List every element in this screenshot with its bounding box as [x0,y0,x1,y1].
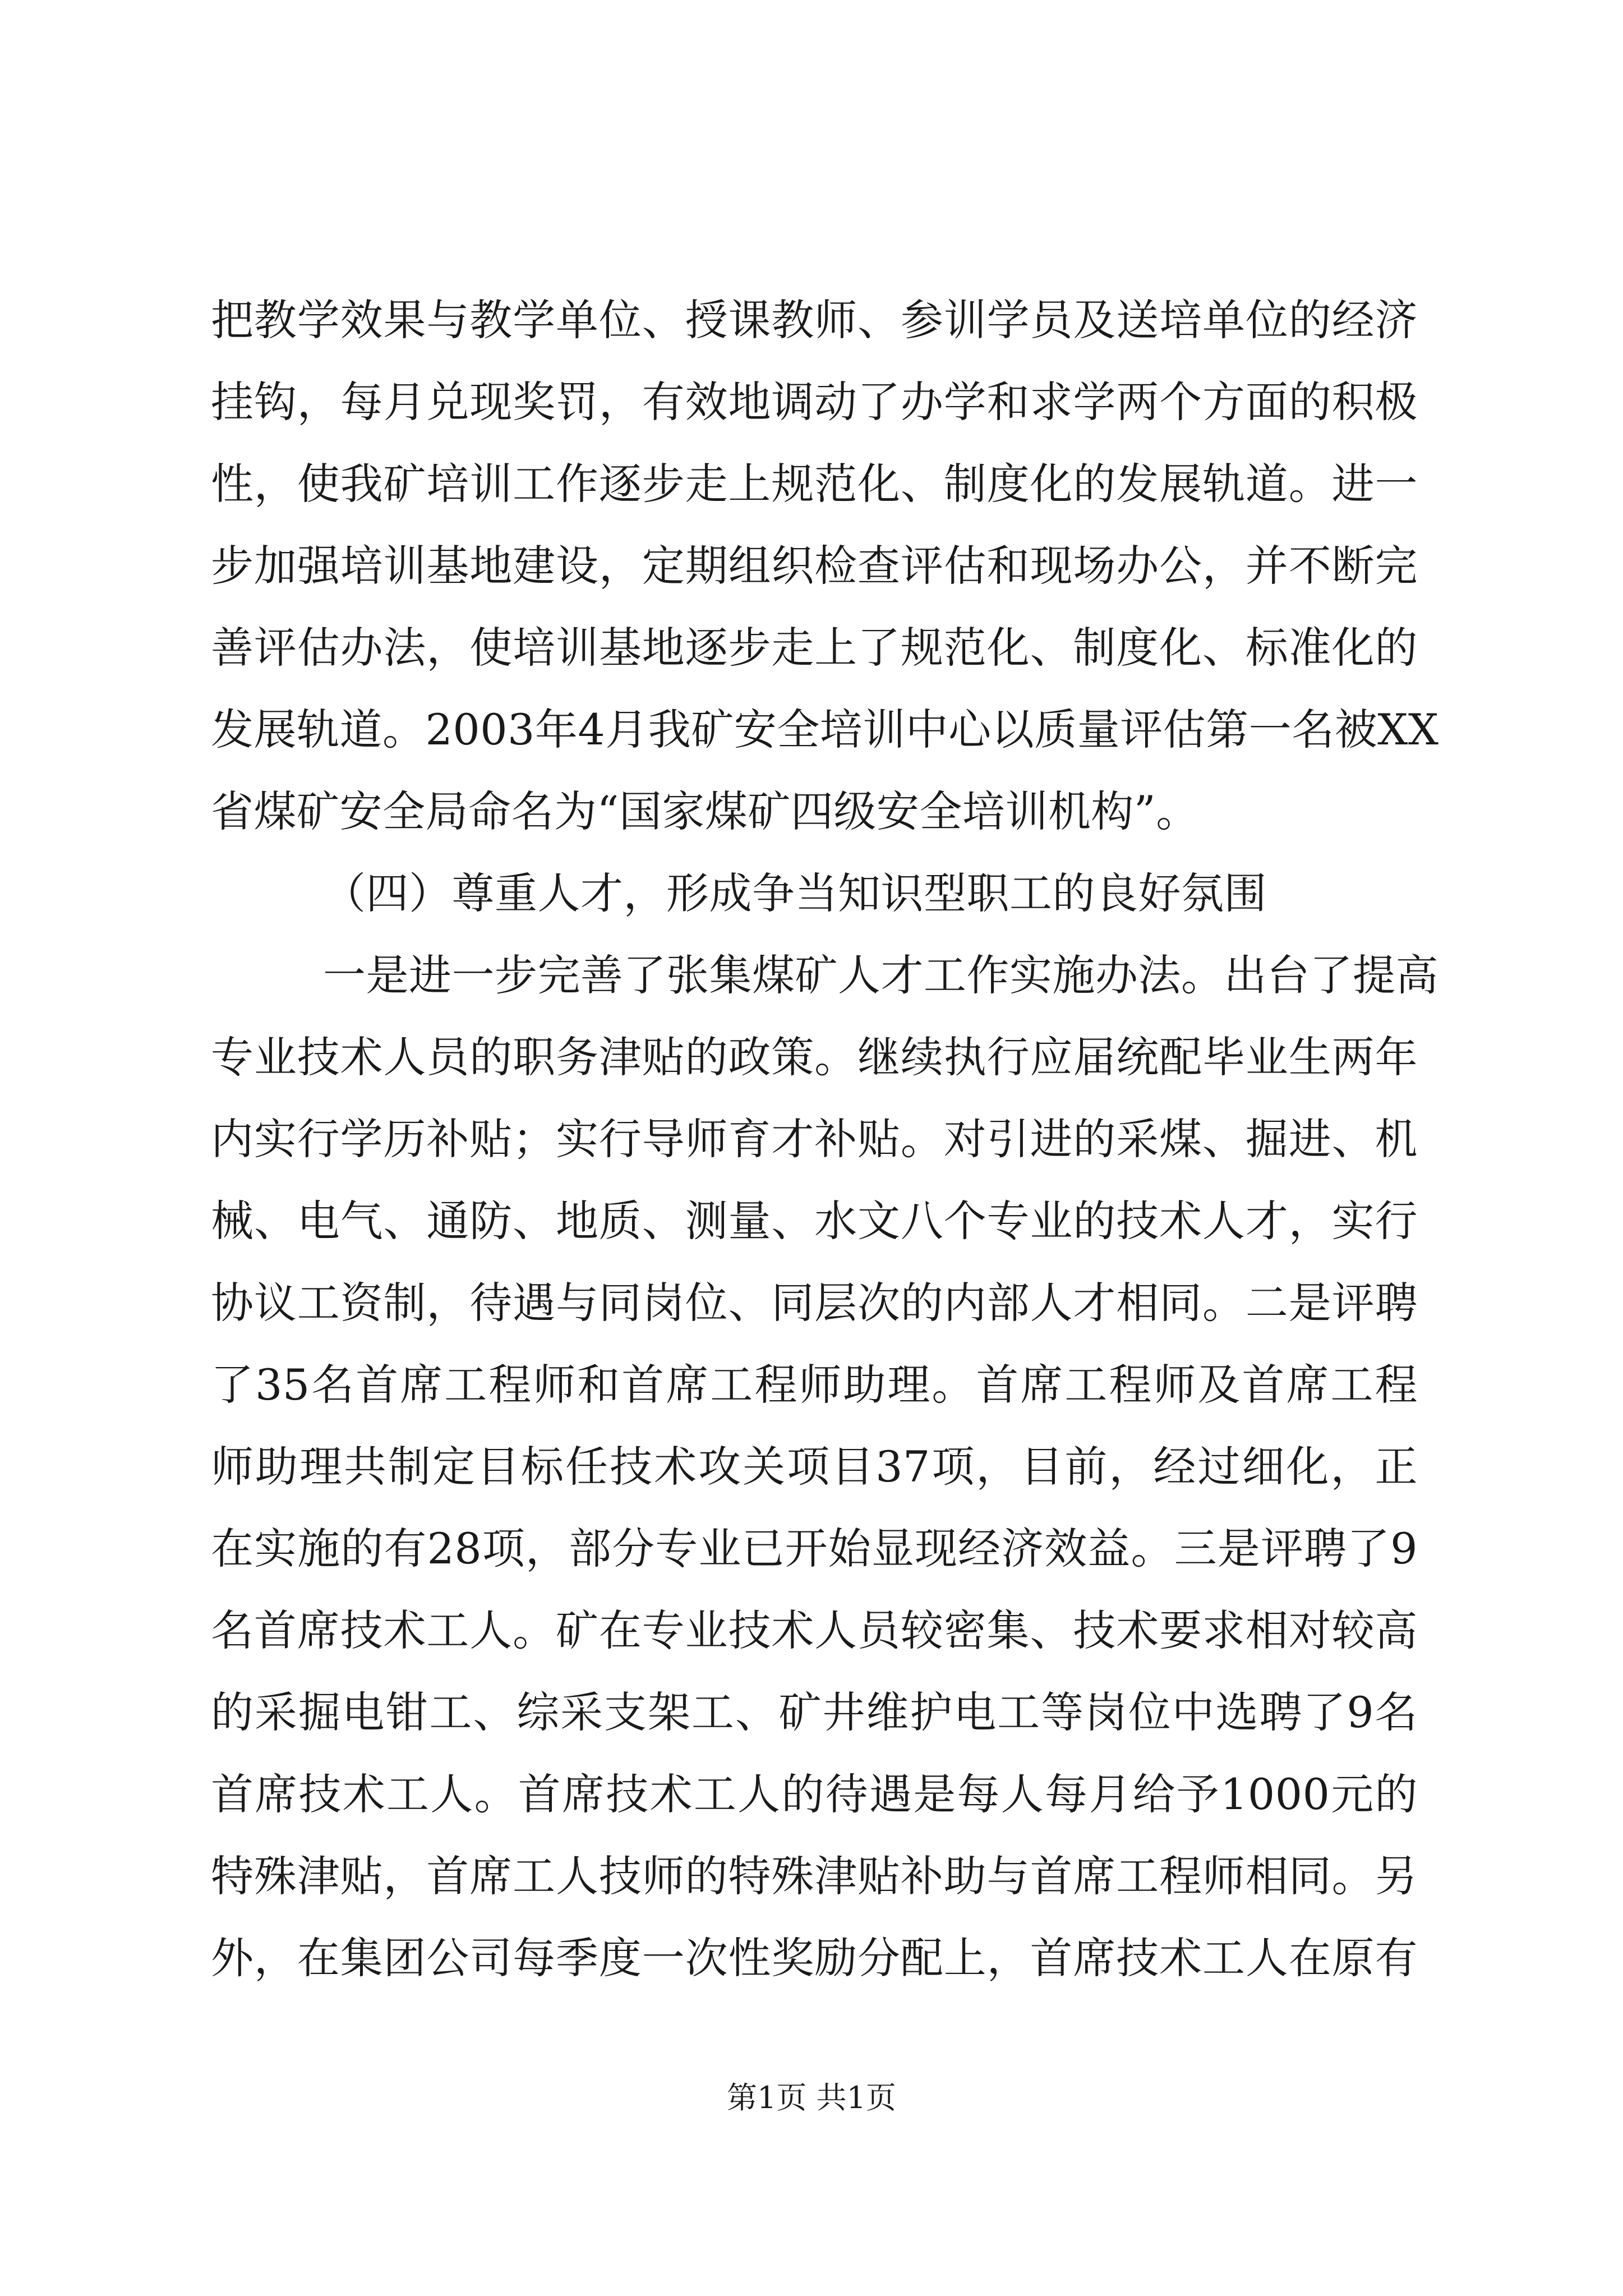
text-line: 省煤矿安全局命名为“国家煤矿四级安全培训机构”。 [211,786,1199,836]
text-line: 师助理共制定目标任技术攻关项目37项，目前，经过细化，正 [211,1442,1418,1492]
text-line: 的采掘电钳工、综采支架工、矿井维护电工等岗位中选聘了9名 [211,1687,1418,1737]
text-line: 协议工资制，待遇与同岗位、同层次的内部人才相同。二是评聘 [211,1278,1418,1328]
text-line: 把教学效果与教学单位、授课教师、参训学员及送培单位的经济 [211,295,1418,345]
text-line: 内实行学历补贴；实行导师育才补贴。对引进的采煤、掘进、机 [211,1114,1418,1164]
text-line: 专业技术人员的职务津贴的政策。继续执行应届统配毕业生两年 [211,1032,1418,1082]
text-line: 性，使我矿培训工作逐步走上规范化、制度化的发展轨道。进一 [211,459,1418,509]
text-line: 特殊津贴，首席工人技师的特殊津贴补助与首席工程师相同。另 [211,1851,1418,1901]
section-heading: （四）尊重人才，形成争当知识型职工的良好氛围 [323,868,1267,918]
text-line: 善评估办法，使培训基地逐步走上了规范化、制度化、标准化的 [211,623,1418,673]
text-line: 在实施的有28项，部分专业已开始显现经济效益。三是评聘了9 [211,1524,1418,1573]
text-line: 步加强培训基地建设，定期组织检查评估和现场办公，并不断完 [211,541,1418,591]
text-line: 首席技术工人。首席技术工人的待遇是每人每月给予1000元的 [211,1769,1418,1819]
text-line: 械、电气、通防、地质、测量、水文八个专业的技术人才，实行 [211,1196,1418,1246]
text-line: 名首席技术工人。矿在专业技术人员较密集、技术要求相对较高 [211,1605,1418,1655]
text-line: 发展轨道。2003年4月我矿安全培训中心以质量评估第一名被XX [211,705,1439,754]
page-number-footer: 第1页 共1页 [727,2080,896,2115]
text-line: 外，在集团公司每季度一次性奖励分配上，首席技术工人在原有 [211,1933,1418,1983]
text-line: 一是进一步完善了张集煤矿人才工作实施办法。出台了提高 [323,950,1438,1000]
text-line: 了35名首席工程师和首席工程师助理。首席工程师及首席工程 [211,1360,1418,1410]
document-body [211,279,1439,1999]
text-line: 挂钩，每月兑现奖罚，有效地调动了办学和求学两个方面的积极 [211,377,1418,427]
